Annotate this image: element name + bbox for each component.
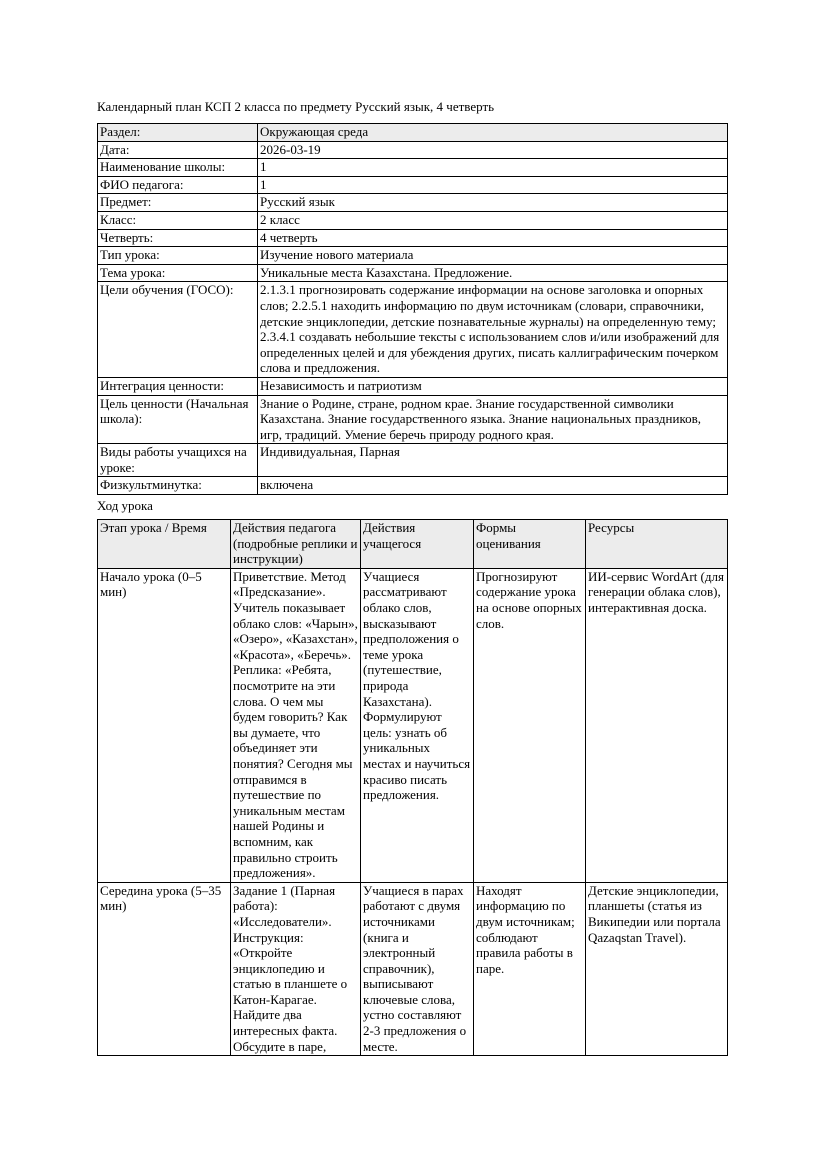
table-row (98, 159, 728, 177)
cell-student-actions: Учащиеся в парах работают с двумя источниками (книга и электронный справочник), выписывают ключевые слова, устно составляют 2-3 предложения о месте. (361, 882, 474, 1056)
info-label-subject: Предмет: (98, 194, 258, 212)
table-row (98, 264, 728, 282)
info-value-school: 1 (258, 159, 728, 177)
cell-teacher-actions: Приветствие. Метод «Предсказание». Учитель показывает облако слов: «Чарын», «Озеро», «Казахстан», «Красота», «Беречь». Реплика: «Ребята, посмотрите на эти слова. О чем мы будем говорить? Как вы думаете, что объединяет эти понятия? Сегодня мы отправимся в путешествие по уникальным местам нашей Родины и вспомним, как правильно строить предложения». (231, 568, 361, 882)
lesson-info-table (97, 123, 728, 495)
header-assessment-forms: Формы оценивания (474, 520, 586, 569)
info-label-values-integration: Интеграция ценности: (98, 377, 258, 395)
cell-resources: Детские энциклопедии, планшеты (статья из Википедии или портала Qazaqstan Travel). (586, 882, 728, 1056)
info-label-phys-minute: Физкультминутка: (98, 477, 258, 495)
header-student-actions: Действия учащегося (361, 520, 474, 569)
info-label-razdel: Раздел: (98, 124, 258, 142)
table-row-lesson-start (98, 568, 728, 882)
table-row (98, 444, 728, 477)
info-label-class: Класс: (98, 211, 258, 229)
table-row (98, 176, 728, 194)
info-value-values-goal: Знание о Родине, стране, родном крае. Знание государственной символики Казахстана. Знание государственного языка. Знание национальных праздников, игр, традиций. Умение беречь природу родного края. (258, 395, 728, 444)
info-label-values-goal: Цель ценности (Начальная школа): (98, 395, 258, 444)
info-value-goals: 2.1.3.1 прогнозировать содержание информации на основе заголовка и опорных слов; 2.2.5.1 находить информацию по двум источникам (словари, справочники, детские энциклопедии, детские познавательные журналы) на определенную тему; 2.3.4.1 создавать небольшие тексты с использованием слов и/или изображений для определенных целей и для убеждения других, писать каллиграфическим почерком слова и предложения. (258, 282, 728, 378)
table-row (98, 477, 728, 495)
info-value-subject: Русский язык (258, 194, 728, 212)
info-value-phys-minute: включена (258, 477, 728, 495)
info-label-date: Дата: (98, 141, 258, 159)
table-row (98, 395, 728, 444)
table-row (98, 194, 728, 212)
table-row (98, 124, 728, 142)
table-header-row (98, 520, 728, 569)
lesson-course-heading: Ход урока (97, 498, 153, 514)
info-label-quarter: Четверть: (98, 229, 258, 247)
document-title: Календарный план КСП 2 класса по предмету Русский язык, 4 четверть (97, 99, 495, 114)
info-value-work-types: Индивидуальная, Парная (258, 444, 728, 477)
info-value-date: 2026-03-19 (258, 141, 728, 159)
header-stage-time: Этап урока / Время (98, 520, 231, 569)
table-row (98, 247, 728, 265)
header-teacher-actions: Действия педагога (подробные реплики и инструкции) (231, 520, 361, 569)
info-value-values-integration: Независимость и патриотизм (258, 377, 728, 395)
info-label-lesson-topic: Тема урока: (98, 264, 258, 282)
cell-assessment: Прогнозируют содержание урока на основе опорных слов. (474, 568, 586, 882)
cell-assessment: Находят информацию по двум источникам; соблюдают правила работы в паре. (474, 882, 586, 1056)
info-label-teacher-name: ФИО педагога: (98, 176, 258, 194)
info-value-lesson-topic: Уникальные места Казахстана. Предложение. (258, 264, 728, 282)
table-row (98, 377, 728, 395)
info-value-class: 2 класс (258, 211, 728, 229)
info-value-lesson-type: Изучение нового материала (258, 247, 728, 265)
cell-stage: Середина урока (5–35 мин) (98, 882, 231, 1056)
info-label-school: Наименование школы: (98, 159, 258, 177)
cell-teacher-actions: Задание 1 (Парная работа): «Исследователи». Инструкция: «Откройте энциклопедию и статью в планшете о Катон-Карагае. Найдите два интересных факта. Обсудите в паре, (231, 882, 361, 1056)
info-label-goals: Цели обучения (ГОСО): (98, 282, 258, 378)
cell-stage: Начало урока (0–5 мин) (98, 568, 231, 882)
table-row-lesson-middle (98, 882, 728, 1056)
info-label-work-types: Виды работы учащихся на уроке: (98, 444, 258, 477)
table-row (98, 282, 728, 378)
cell-student-actions: Учащиеся рассматривают облако слов, высказывают предположения о теме урока (путешествие, природа Казахстана). Формулируют цель: узнать об уникальных местах и научиться красиво писать предложения. (361, 568, 474, 882)
info-value-quarter: 4 четверть (258, 229, 728, 247)
info-value-razdel: Окружающая среда (258, 124, 728, 142)
table-row (98, 229, 728, 247)
header-resources: Ресурсы (586, 520, 728, 569)
info-label-lesson-type: Тип урока: (98, 247, 258, 265)
table-row (98, 211, 728, 229)
cell-resources: ИИ-сервис WordArt (для генерации облака слов), интерактивная доска. (586, 568, 728, 882)
table-row (98, 141, 728, 159)
info-value-teacher-name: 1 (258, 176, 728, 194)
lesson-course-table (97, 519, 728, 1056)
